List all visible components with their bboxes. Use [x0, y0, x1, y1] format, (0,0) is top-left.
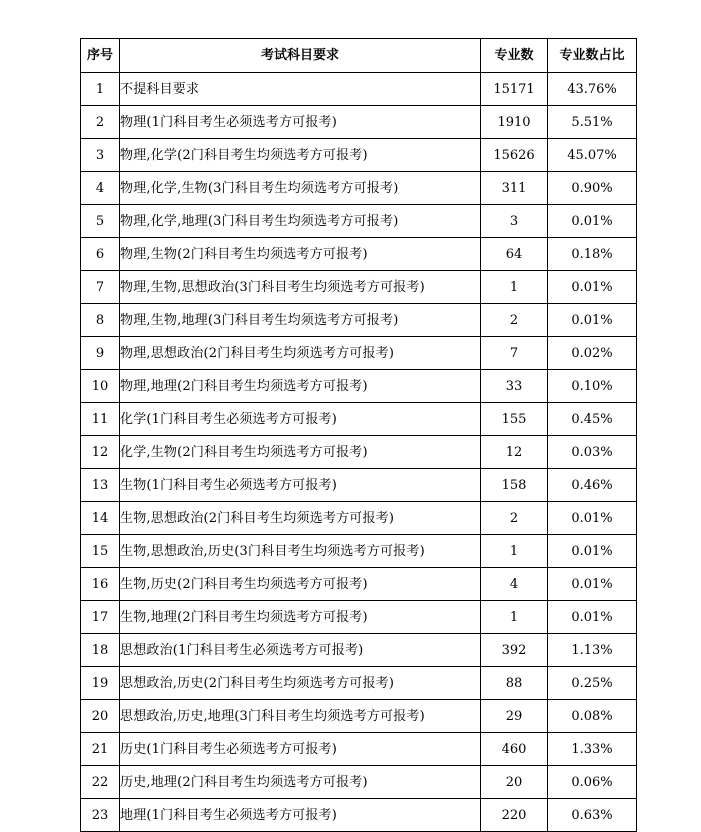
cell-major-ratio: 5.51% [548, 106, 637, 139]
cell-major-ratio: 43.76% [548, 73, 637, 106]
cell-major-count: 15626 [481, 139, 548, 172]
cell-major-count: 29 [481, 700, 548, 733]
header-index: 序号 [81, 39, 120, 73]
cell-major-count: 1910 [481, 106, 548, 139]
table-row [81, 73, 637, 106]
cell-subject-requirement: 思想政治,历史(2门科目考生均须选考方可报考) [120, 667, 481, 700]
cell-major-count: 64 [481, 238, 548, 271]
cell-major-ratio: 0.02% [548, 337, 637, 370]
cell-index: 22 [81, 766, 120, 799]
table-row [81, 271, 637, 304]
table-row [81, 106, 637, 139]
cell-major-count: 220 [481, 799, 548, 832]
cell-index: 13 [81, 469, 120, 502]
header-row [81, 39, 637, 73]
cell-major-ratio: 0.01% [548, 568, 637, 601]
cell-subject-requirement: 化学,生物(2门科目考生均须选考方可报考) [120, 436, 481, 469]
table-row [81, 799, 637, 832]
cell-index: 3 [81, 139, 120, 172]
cell-major-count: 88 [481, 667, 548, 700]
cell-subject-requirement: 历史(1门科目考生必须选考方可报考) [120, 733, 481, 766]
cell-major-count: 460 [481, 733, 548, 766]
cell-subject-requirement: 物理,生物(2门科目考生均须选考方可报考) [120, 238, 481, 271]
cell-index: 10 [81, 370, 120, 403]
cell-subject-requirement: 生物,思想政治(2门科目考生均须选考方可报考) [120, 502, 481, 535]
table-row [81, 700, 637, 733]
cell-subject-requirement: 不提科目要求 [120, 73, 481, 106]
table-body [81, 73, 637, 832]
cell-major-ratio: 0.08% [548, 700, 637, 733]
table-row [81, 469, 637, 502]
cell-major-count: 7 [481, 337, 548, 370]
cell-index: 5 [81, 205, 120, 238]
cell-index: 6 [81, 238, 120, 271]
cell-index: 2 [81, 106, 120, 139]
cell-major-count: 2 [481, 502, 548, 535]
cell-major-count: 155 [481, 403, 548, 436]
cell-major-ratio: 0.45% [548, 403, 637, 436]
table-row [81, 436, 637, 469]
cell-major-count: 4 [481, 568, 548, 601]
cell-major-ratio: 0.01% [548, 304, 637, 337]
cell-subject-requirement: 思想政治(1门科目考生必须选考方可报考) [120, 634, 481, 667]
header-count: 专业数 [481, 39, 548, 73]
cell-subject-requirement: 生物,思想政治,历史(3门科目考生均须选考方可报考) [120, 535, 481, 568]
cell-major-ratio: 0.06% [548, 766, 637, 799]
cell-major-count: 158 [481, 469, 548, 502]
cell-index: 19 [81, 667, 120, 700]
cell-index: 11 [81, 403, 120, 436]
cell-index: 7 [81, 271, 120, 304]
cell-subject-requirement: 历史,地理(2门科目考生均须选考方可报考) [120, 766, 481, 799]
subject-requirements-table [80, 38, 637, 832]
cell-subject-requirement: 物理,生物,思想政治(3门科目考生均须选考方可报考) [120, 271, 481, 304]
table-row [81, 403, 637, 436]
table-row [81, 634, 637, 667]
cell-major-ratio: 1.33% [548, 733, 637, 766]
cell-index: 12 [81, 436, 120, 469]
cell-subject-requirement: 物理,生物,地理(3门科目考生均须选考方可报考) [120, 304, 481, 337]
cell-major-count: 392 [481, 634, 548, 667]
cell-major-ratio: 0.90% [548, 172, 637, 205]
cell-subject-requirement: 物理(1门科目考生必须选考方可报考) [120, 106, 481, 139]
table-row [81, 733, 637, 766]
cell-major-count: 2 [481, 304, 548, 337]
table-row [81, 337, 637, 370]
cell-major-ratio: 0.01% [548, 205, 637, 238]
table-header [81, 39, 637, 73]
cell-major-ratio: 0.18% [548, 238, 637, 271]
cell-index: 15 [81, 535, 120, 568]
cell-major-ratio: 45.07% [548, 139, 637, 172]
cell-subject-requirement: 物理,化学,生物(3门科目考生均须选考方可报考) [120, 172, 481, 205]
cell-major-count: 12 [481, 436, 548, 469]
cell-major-ratio: 0.03% [548, 436, 637, 469]
cell-major-ratio: 0.10% [548, 370, 637, 403]
cell-subject-requirement: 物理,思想政治(2门科目考生均须选考方可报考) [120, 337, 481, 370]
cell-major-ratio: 0.01% [548, 535, 637, 568]
cell-index: 8 [81, 304, 120, 337]
table-row [81, 304, 637, 337]
table-row [81, 502, 637, 535]
cell-major-count: 15171 [481, 73, 548, 106]
cell-major-count: 3 [481, 205, 548, 238]
cell-subject-requirement: 物理,地理(2门科目考生均须选考方可报考) [120, 370, 481, 403]
cell-major-ratio: 0.25% [548, 667, 637, 700]
cell-major-ratio: 0.63% [548, 799, 637, 832]
cell-subject-requirement: 生物,地理(2门科目考生均须选考方可报考) [120, 601, 481, 634]
table-row [81, 238, 637, 271]
cell-major-ratio: 0.46% [548, 469, 637, 502]
cell-index: 17 [81, 601, 120, 634]
header-ratio: 专业数占比 [548, 39, 637, 73]
cell-major-ratio: 1.13% [548, 634, 637, 667]
cell-subject-requirement: 生物,历史(2门科目考生均须选考方可报考) [120, 568, 481, 601]
cell-subject-requirement: 生物(1门科目考生必须选考方可报考) [120, 469, 481, 502]
table-row [81, 172, 637, 205]
cell-subject-requirement: 物理,化学(2门科目考生均须选考方可报考) [120, 139, 481, 172]
table-row [81, 766, 637, 799]
cell-index: 18 [81, 634, 120, 667]
cell-index: 20 [81, 700, 120, 733]
cell-major-count: 33 [481, 370, 548, 403]
table-row [81, 535, 637, 568]
cell-index: 23 [81, 799, 120, 832]
cell-index: 4 [81, 172, 120, 205]
cell-index: 1 [81, 73, 120, 106]
cell-major-count: 1 [481, 601, 548, 634]
cell-major-count: 311 [481, 172, 548, 205]
cell-index: 21 [81, 733, 120, 766]
cell-major-ratio: 0.01% [548, 601, 637, 634]
cell-major-ratio: 0.01% [548, 271, 637, 304]
cell-subject-requirement: 思想政治,历史,地理(3门科目考生均须选考方可报考) [120, 700, 481, 733]
cell-subject-requirement: 地理(1门科目考生必须选考方可报考) [120, 799, 481, 832]
cell-subject-requirement: 物理,化学,地理(3门科目考生均须选考方可报考) [120, 205, 481, 238]
table-row [81, 205, 637, 238]
cell-major-ratio: 0.01% [548, 502, 637, 535]
cell-index: 14 [81, 502, 120, 535]
cell-major-count: 1 [481, 271, 548, 304]
cell-index: 16 [81, 568, 120, 601]
cell-major-count: 20 [481, 766, 548, 799]
table-row [81, 139, 637, 172]
table-row [81, 601, 637, 634]
table-row [81, 667, 637, 700]
header-subject: 考试科目要求 [120, 39, 481, 73]
table-row [81, 370, 637, 403]
table-row [81, 568, 637, 601]
cell-subject-requirement: 化学(1门科目考生必须选考方可报考) [120, 403, 481, 436]
cell-index: 9 [81, 337, 120, 370]
cell-major-count: 1 [481, 535, 548, 568]
